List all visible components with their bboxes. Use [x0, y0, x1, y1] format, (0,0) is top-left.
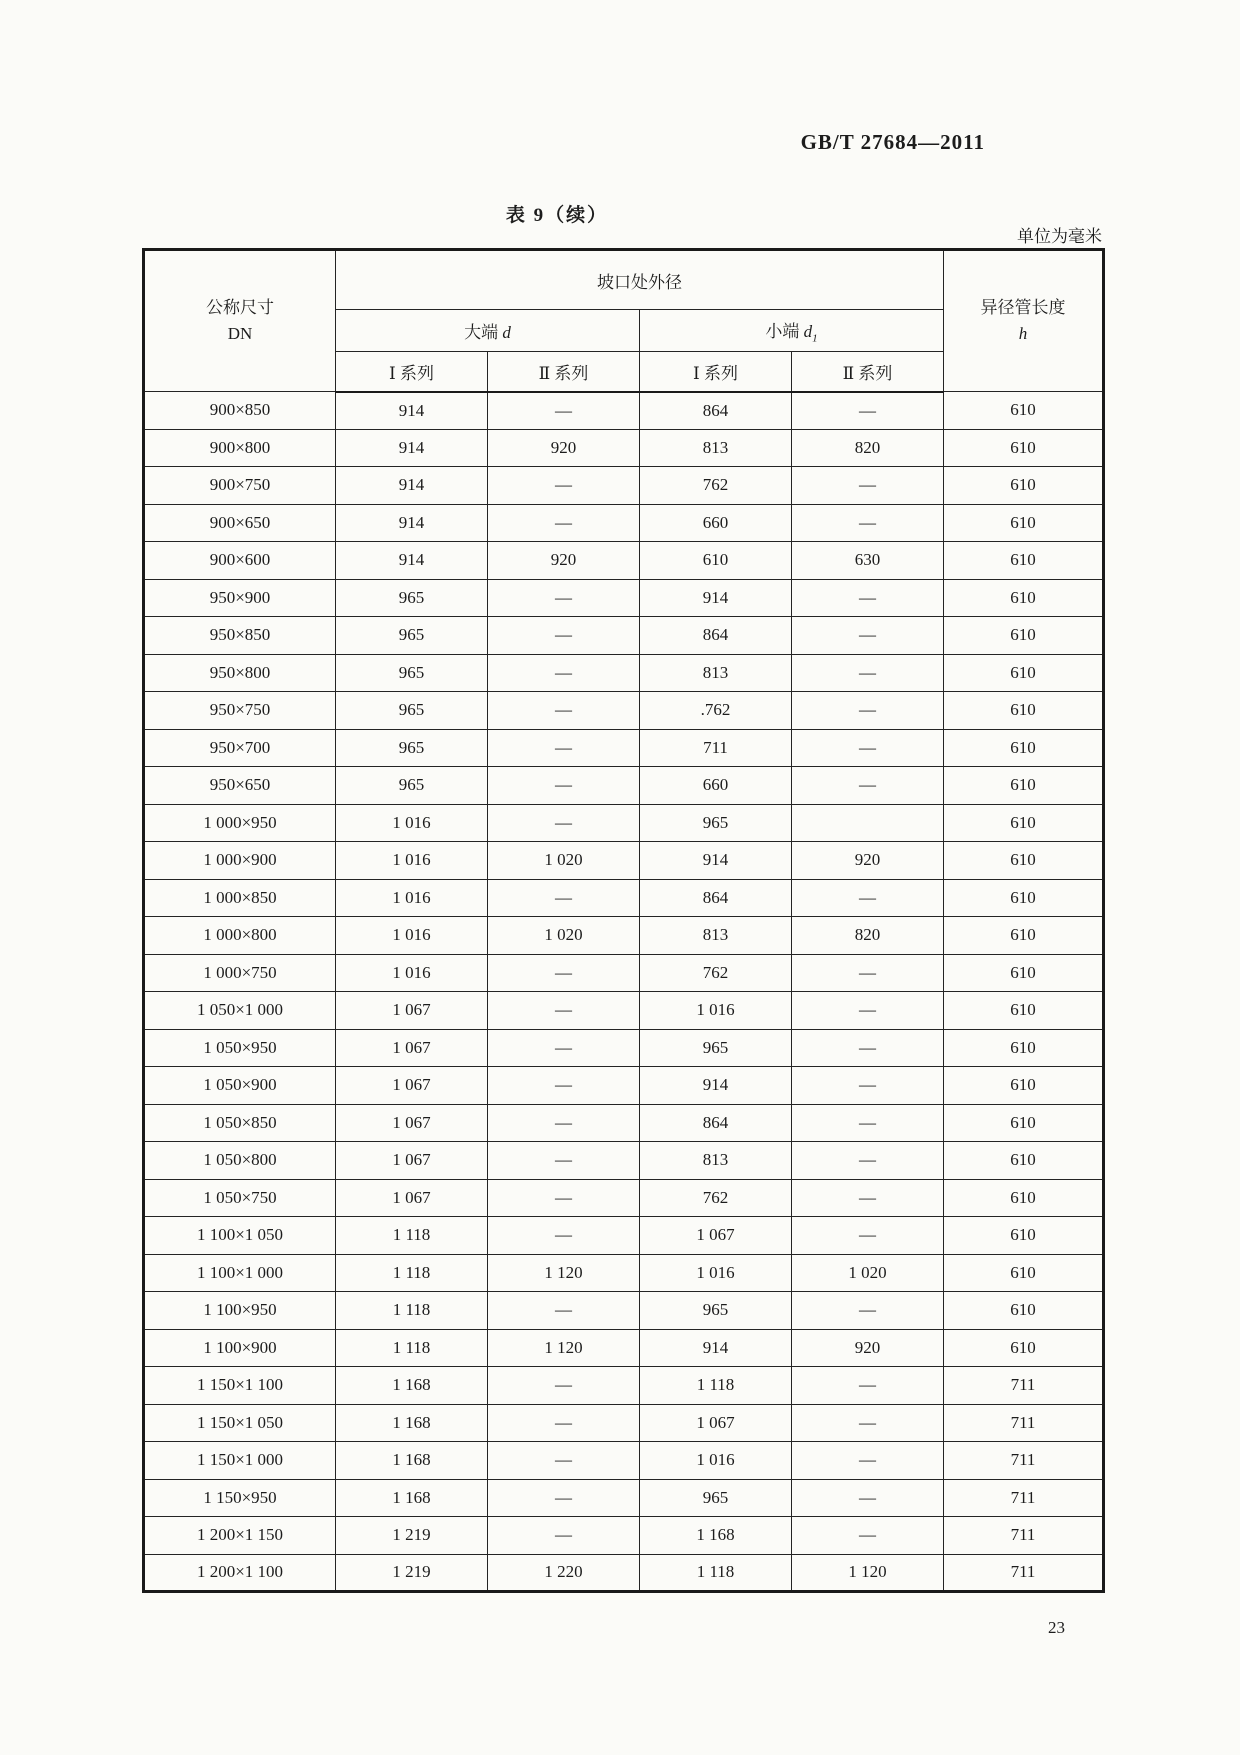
small-end-series-i-cell: .762 [640, 692, 792, 730]
small-end-series-i-cell: 1 016 [640, 1254, 792, 1292]
dn-cell: 1 150×1 000 [144, 1442, 336, 1480]
length-cell: 610 [944, 1329, 1104, 1367]
small-end-series-i-cell: 864 [640, 617, 792, 655]
big-end-series-ii-cell: — [488, 617, 640, 655]
length-cell: 610 [944, 879, 1104, 917]
length-cell: 610 [944, 654, 1104, 692]
big-end-series-i-cell: 1 016 [336, 917, 488, 955]
header-nominal-size-symbol: DN [227, 324, 253, 343]
small-end-series-ii-cell: — [792, 617, 944, 655]
small-end-series-i-cell: 762 [640, 1179, 792, 1217]
big-end-series-i-cell: 1 168 [336, 1404, 488, 1442]
dn-cell: 1 050×900 [144, 1067, 336, 1105]
table-row [144, 1104, 1104, 1142]
small-end-series-i-cell: 864 [640, 879, 792, 917]
big-end-series-ii-cell: — [488, 1029, 640, 1067]
small-end-series-ii-cell: — [792, 1442, 944, 1480]
table-row [144, 654, 1104, 692]
header-nominal-size [144, 250, 336, 392]
big-end-series-ii-cell: — [488, 579, 640, 617]
table-row [144, 879, 1104, 917]
dn-cell: 900×650 [144, 504, 336, 542]
small-end-series-i-cell: 914 [640, 579, 792, 617]
small-end-series-i-cell: 813 [640, 429, 792, 467]
big-end-series-ii-cell: — [488, 992, 640, 1030]
table-row [144, 1254, 1104, 1292]
big-end-series-ii-cell: — [488, 767, 640, 805]
small-end-series-ii-cell: — [792, 767, 944, 805]
big-end-series-i-cell: 1 016 [336, 842, 488, 880]
big-end-series-ii-cell: — [488, 1442, 640, 1480]
dn-cell: 1 000×900 [144, 842, 336, 880]
table-row [144, 1442, 1104, 1480]
length-cell: 711 [944, 1442, 1104, 1480]
table-row [144, 579, 1104, 617]
small-end-series-ii-cell: 920 [792, 1329, 944, 1367]
big-end-series-i-cell: 965 [336, 617, 488, 655]
table-row [144, 954, 1104, 992]
big-end-series-i-cell: 965 [336, 654, 488, 692]
length-cell: 610 [944, 992, 1104, 1030]
header-small-end-symbol: d [803, 321, 813, 341]
big-end-series-i-cell: 965 [336, 767, 488, 805]
big-end-series-ii-cell: — [488, 1367, 640, 1405]
table-title: 表 9（续） [505, 205, 609, 226]
big-end-series-i-cell: 1 067 [336, 1104, 488, 1142]
table-row [144, 1029, 1104, 1067]
small-end-series-ii-cell: — [792, 954, 944, 992]
big-end-series-i-cell: 914 [336, 542, 488, 580]
length-cell: 610 [944, 542, 1104, 580]
header-reducer-length-symbol: h [1018, 324, 1028, 343]
dn-cell: 1 100×1 050 [144, 1217, 336, 1255]
length-cell: 610 [944, 804, 1104, 842]
big-end-series-i-cell: 1 067 [336, 1142, 488, 1180]
small-end-series-i-cell: 864 [640, 392, 792, 430]
big-end-series-ii-cell: — [488, 879, 640, 917]
big-end-series-i-cell: 914 [336, 392, 488, 430]
small-end-series-ii-cell: — [792, 467, 944, 505]
table-row [144, 1179, 1104, 1217]
table-body [144, 392, 1104, 1592]
small-end-series-ii-cell: 920 [792, 842, 944, 880]
header-nominal-size-label: 公称尺寸 [206, 297, 274, 317]
header-big-end-symbol: d [502, 323, 511, 342]
small-end-series-ii-cell: 630 [792, 542, 944, 580]
length-cell: 610 [944, 429, 1104, 467]
dn-cell: 1 150×950 [144, 1479, 336, 1517]
table-row [144, 1292, 1104, 1330]
dn-cell: 1 000×850 [144, 879, 336, 917]
length-cell: 610 [944, 842, 1104, 880]
small-end-series-ii-cell: — [792, 1217, 944, 1255]
big-end-series-i-cell: 1 118 [336, 1217, 488, 1255]
big-end-series-ii-cell: — [488, 467, 640, 505]
dn-cell: 1 050×950 [144, 1029, 336, 1067]
table-row [144, 692, 1104, 730]
table-row [144, 1404, 1104, 1442]
small-end-series-ii-cell: — [792, 692, 944, 730]
dn-cell: 1 100×1 000 [144, 1254, 336, 1292]
table-header [144, 250, 1104, 392]
small-end-series-ii-cell [792, 804, 944, 842]
small-end-series-i-cell: 813 [640, 1142, 792, 1180]
big-end-series-i-cell: 965 [336, 692, 488, 730]
big-end-series-ii-cell: — [488, 1179, 640, 1217]
big-end-series-i-cell: 914 [336, 429, 488, 467]
big-end-series-ii-cell: — [488, 954, 640, 992]
small-end-series-i-cell: 1 118 [640, 1554, 792, 1592]
length-cell: 610 [944, 1104, 1104, 1142]
big-end-series-i-cell: 1 168 [336, 1367, 488, 1405]
header-series-ii-small-end: Ⅱ 系列 [792, 352, 944, 392]
small-end-series-i-cell: 610 [640, 542, 792, 580]
small-end-series-ii-cell: 820 [792, 917, 944, 955]
small-end-series-i-cell: 762 [640, 954, 792, 992]
big-end-series-i-cell: 914 [336, 504, 488, 542]
small-end-series-ii-cell: — [792, 992, 944, 1030]
length-cell: 711 [944, 1479, 1104, 1517]
small-end-series-i-cell: 813 [640, 917, 792, 955]
small-end-series-i-cell: 1 067 [640, 1217, 792, 1255]
small-end-series-i-cell: 864 [640, 1104, 792, 1142]
length-cell: 711 [944, 1367, 1104, 1405]
dn-cell: 950×800 [144, 654, 336, 692]
length-cell: 610 [944, 1029, 1104, 1067]
small-end-series-ii-cell: — [792, 1404, 944, 1442]
big-end-series-i-cell: 1 168 [336, 1479, 488, 1517]
big-end-series-ii-cell: — [488, 692, 640, 730]
big-end-series-i-cell: 965 [336, 729, 488, 767]
small-end-series-ii-cell: — [792, 1142, 944, 1180]
big-end-series-ii-cell: 1 020 [488, 917, 640, 955]
small-end-series-i-cell: 813 [640, 654, 792, 692]
length-cell: 610 [944, 954, 1104, 992]
big-end-series-ii-cell: — [488, 1142, 640, 1180]
dn-cell: 950×900 [144, 579, 336, 617]
small-end-series-i-cell: 660 [640, 767, 792, 805]
dn-cell: 1 200×1 100 [144, 1554, 336, 1592]
table-row [144, 467, 1104, 505]
table-row [144, 729, 1104, 767]
big-end-series-ii-cell: — [488, 654, 640, 692]
length-cell: 610 [944, 1292, 1104, 1330]
small-end-series-i-cell: 660 [640, 504, 792, 542]
big-end-series-i-cell: 1 016 [336, 954, 488, 992]
small-end-series-ii-cell: — [792, 392, 944, 430]
dn-cell: 1 050×800 [144, 1142, 336, 1180]
small-end-series-ii-cell: — [792, 729, 944, 767]
length-cell: 711 [944, 1517, 1104, 1555]
big-end-series-ii-cell: 1 220 [488, 1554, 640, 1592]
big-end-series-ii-cell: — [488, 1067, 640, 1105]
dn-cell: 950×700 [144, 729, 336, 767]
dn-cell: 1 050×850 [144, 1104, 336, 1142]
small-end-series-i-cell: 711 [640, 729, 792, 767]
big-end-series-i-cell: 1 219 [336, 1554, 488, 1592]
header-small-end-label: 小端 [765, 321, 800, 341]
table-row [144, 767, 1104, 805]
dn-cell: 1 000×800 [144, 917, 336, 955]
big-end-series-ii-cell: — [488, 392, 640, 430]
small-end-series-ii-cell: 1 120 [792, 1554, 944, 1592]
big-end-series-i-cell: 1 118 [336, 1254, 488, 1292]
header-series-i-big-end: Ⅰ 系列 [336, 352, 488, 392]
small-end-series-i-cell: 1 067 [640, 1404, 792, 1442]
small-end-series-ii-cell: — [792, 579, 944, 617]
length-cell: 610 [944, 579, 1104, 617]
big-end-series-i-cell: 1 067 [336, 1029, 488, 1067]
big-end-series-ii-cell: 1 120 [488, 1254, 640, 1292]
small-end-series-ii-cell: — [792, 1104, 944, 1142]
table-row [144, 617, 1104, 655]
small-end-series-i-cell: 914 [640, 1329, 792, 1367]
dn-cell: 1 150×1 100 [144, 1367, 336, 1405]
header-big-end [336, 310, 640, 352]
dn-cell: 1 100×900 [144, 1329, 336, 1367]
small-end-series-i-cell: 965 [640, 1292, 792, 1330]
header-series-ii-big-end: Ⅱ 系列 [488, 352, 640, 392]
table-row [144, 1067, 1104, 1105]
length-cell: 610 [944, 1254, 1104, 1292]
big-end-series-ii-cell: — [488, 1292, 640, 1330]
table-row [144, 504, 1104, 542]
small-end-series-ii-cell: — [792, 1292, 944, 1330]
big-end-series-i-cell: 1 118 [336, 1329, 488, 1367]
big-end-series-ii-cell: 1 020 [488, 842, 640, 880]
small-end-series-ii-cell: — [792, 879, 944, 917]
header-bevel-outside-diameter: 坡口处外径 [336, 250, 944, 310]
header-series-i-small-end: Ⅰ 系列 [640, 352, 792, 392]
big-end-series-ii-cell: 1 120 [488, 1329, 640, 1367]
dn-cell: 950×750 [144, 692, 336, 730]
dn-cell: 1 000×750 [144, 954, 336, 992]
table-row [144, 392, 1104, 430]
small-end-series-i-cell: 965 [640, 1029, 792, 1067]
table-row [144, 1329, 1104, 1367]
big-end-series-ii-cell: — [488, 1217, 640, 1255]
small-end-series-ii-cell: — [792, 1067, 944, 1105]
small-end-series-ii-cell: — [792, 1179, 944, 1217]
dn-cell: 1 050×1 000 [144, 992, 336, 1030]
table-row [144, 1517, 1104, 1555]
dn-cell: 900×800 [144, 429, 336, 467]
table-row [144, 1479, 1104, 1517]
big-end-series-ii-cell: — [488, 1104, 640, 1142]
page-number: 23 [1048, 1618, 1065, 1637]
big-end-series-i-cell: 1 118 [336, 1292, 488, 1330]
small-end-series-ii-cell: — [792, 1367, 944, 1405]
unit-note: 单位为毫米 [1017, 227, 1102, 246]
length-cell: 610 [944, 767, 1104, 805]
length-cell: 610 [944, 729, 1104, 767]
small-end-series-ii-cell: 820 [792, 429, 944, 467]
length-cell: 711 [944, 1404, 1104, 1442]
length-cell: 610 [944, 392, 1104, 430]
dn-cell: 1 050×750 [144, 1179, 336, 1217]
dn-cell: 950×850 [144, 617, 336, 655]
small-end-series-i-cell: 762 [640, 467, 792, 505]
big-end-series-ii-cell: 920 [488, 542, 640, 580]
length-cell: 610 [944, 1217, 1104, 1255]
table-row [144, 1367, 1104, 1405]
table-row [144, 1142, 1104, 1180]
table-row [144, 1217, 1104, 1255]
dn-cell: 950×650 [144, 767, 336, 805]
small-end-series-i-cell: 914 [640, 842, 792, 880]
big-end-series-i-cell: 1 016 [336, 879, 488, 917]
table-row [144, 542, 1104, 580]
reducer-dimensions-table [142, 248, 1105, 1593]
dn-cell: 1 000×950 [144, 804, 336, 842]
length-cell: 610 [944, 504, 1104, 542]
big-end-series-ii-cell: — [488, 729, 640, 767]
small-end-series-i-cell: 1 016 [640, 1442, 792, 1480]
table-row [144, 1554, 1104, 1592]
dn-cell: 900×750 [144, 467, 336, 505]
big-end-series-i-cell: 965 [336, 579, 488, 617]
length-cell: 610 [944, 1179, 1104, 1217]
big-end-series-i-cell: 1 067 [336, 992, 488, 1030]
small-end-series-i-cell: 1 016 [640, 992, 792, 1030]
dn-cell: 900×850 [144, 392, 336, 430]
table-row [144, 917, 1104, 955]
header-small-end-subscript: 1 [812, 332, 818, 345]
small-end-series-i-cell: 965 [640, 1479, 792, 1517]
dn-cell: 1 200×1 150 [144, 1517, 336, 1555]
length-cell: 610 [944, 692, 1104, 730]
big-end-series-i-cell: 914 [336, 467, 488, 505]
big-end-series-i-cell: 1 067 [336, 1179, 488, 1217]
small-end-series-ii-cell: — [792, 654, 944, 692]
length-cell: 711 [944, 1554, 1104, 1592]
big-end-series-ii-cell: — [488, 1404, 640, 1442]
big-end-series-i-cell: 1 067 [336, 1067, 488, 1105]
small-end-series-ii-cell: — [792, 504, 944, 542]
big-end-series-i-cell: 1 168 [336, 1442, 488, 1480]
small-end-series-i-cell: 1 118 [640, 1367, 792, 1405]
dn-cell: 1 150×1 050 [144, 1404, 336, 1442]
small-end-series-ii-cell: — [792, 1479, 944, 1517]
length-cell: 610 [944, 1067, 1104, 1105]
small-end-series-i-cell: 914 [640, 1067, 792, 1105]
header-reducer-length-label: 异径管长度 [980, 297, 1066, 317]
small-end-series-ii-cell: — [792, 1517, 944, 1555]
big-end-series-ii-cell: — [488, 804, 640, 842]
small-end-series-ii-cell: — [792, 1029, 944, 1067]
table-row [144, 842, 1104, 880]
big-end-series-ii-cell: 920 [488, 429, 640, 467]
small-end-series-i-cell: 1 168 [640, 1517, 792, 1555]
big-end-series-i-cell: 1 016 [336, 804, 488, 842]
length-cell: 610 [944, 617, 1104, 655]
big-end-series-ii-cell: — [488, 1517, 640, 1555]
header-small-end [640, 310, 944, 352]
length-cell: 610 [944, 917, 1104, 955]
dn-cell: 1 100×950 [144, 1292, 336, 1330]
length-cell: 610 [944, 1142, 1104, 1180]
big-end-series-ii-cell: — [488, 504, 640, 542]
table-row [144, 992, 1104, 1030]
small-end-series-i-cell: 965 [640, 804, 792, 842]
standard-number: GB/T 27684—2011 [800, 130, 985, 154]
small-end-series-ii-cell: 1 020 [792, 1254, 944, 1292]
header-big-end-label: 大端 [464, 323, 499, 342]
dn-cell: 900×600 [144, 542, 336, 580]
header-reducer-length [944, 250, 1104, 392]
big-end-series-ii-cell: — [488, 1479, 640, 1517]
table-row [144, 804, 1104, 842]
table-row [144, 429, 1104, 467]
big-end-series-i-cell: 1 219 [336, 1517, 488, 1555]
length-cell: 610 [944, 467, 1104, 505]
